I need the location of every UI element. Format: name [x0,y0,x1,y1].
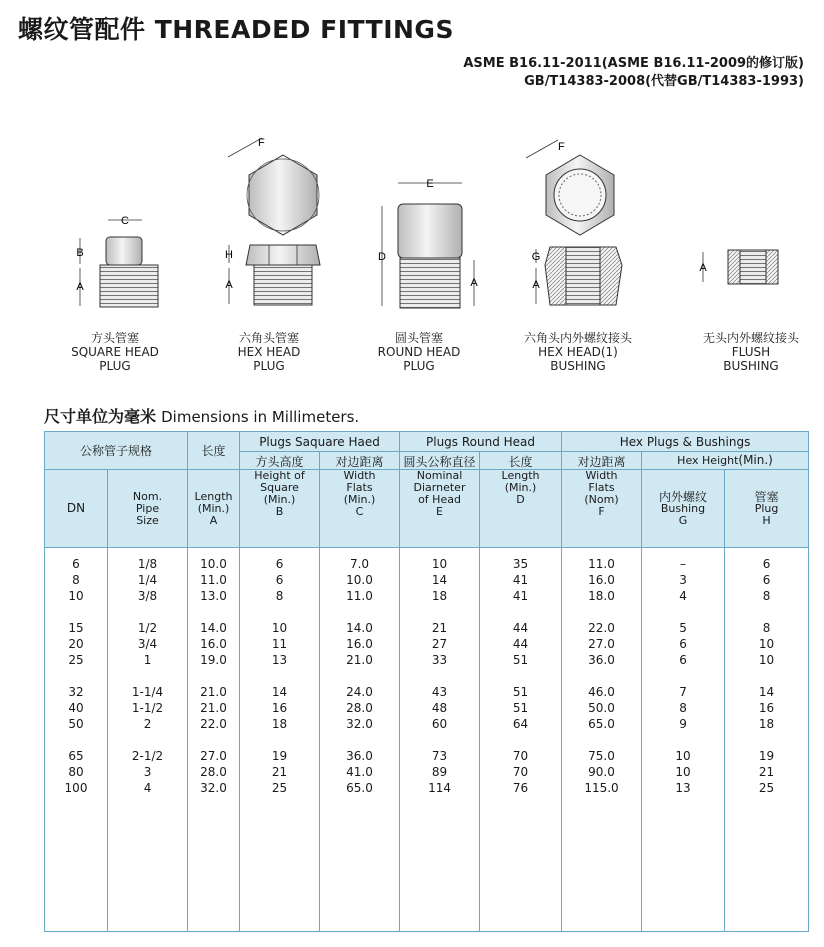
cell-nps: 1/4 [137,573,158,587]
cell-g: 3 [679,573,687,587]
cell-d: 51 [512,685,529,699]
cell-a: 14.0 [200,621,227,635]
cell-a: 16.0 [200,637,227,651]
header-rd-dia-zh: 圆头公称直径 [400,452,480,470]
hex-head-bushing-drawing [526,140,622,305]
cell-nps: 1/2 [137,621,158,635]
cell-f: 11.0 [588,557,615,571]
cell-g: 6 [679,637,687,651]
caption-round-head-plug: 圆头管塞 ROUND HEAD PLUG [377,331,461,373]
header-rd-len-en: Length (Min.) D [480,470,562,548]
cell-f: 18.0 [588,589,615,603]
cell-f: 115.0 [584,781,619,795]
cell-dn: 50 [68,717,84,731]
col-nps [108,548,188,932]
header-length-en: Length (Min.) A [188,470,240,548]
col-width-c [320,548,400,932]
cell-f: 27.0 [588,637,615,651]
cell-e: 33 [431,653,448,667]
cell-h: 21 [758,765,775,779]
header-hex-bushing: 内外螺纹 Bushing G [642,470,725,548]
cell-c: 36.0 [346,749,373,763]
cell-e: 48 [431,701,448,715]
header-hex-plug: 管塞 Plug H [725,470,809,548]
cell-g: 10 [675,749,691,763]
cell-c: 65.0 [346,781,373,795]
cell-a: 21.0 [200,685,227,699]
cell-g: 4 [679,589,687,603]
cell-f: 36.0 [588,653,615,667]
header-hex-flats-zh: 对边距离 [562,452,642,470]
cell-h: 18 [758,717,775,731]
section-title: 尺寸单位为毫米 Dimensions in Millimeters. [44,407,360,426]
cell-c: 28.0 [346,701,373,715]
cell-c: 11.0 [346,589,373,603]
cell-c: 16.0 [346,637,373,651]
dim-d-label: D [378,251,386,263]
cell-dn: 65 [68,749,84,763]
cell-f: 16.0 [588,573,615,587]
cell-nps: 1-1/2 [131,701,164,715]
header-hex-flats-en: Width Flats (Nom) F [562,470,642,548]
cell-e: 18 [431,589,448,603]
caption-flush-bushing: 无头内外螺纹接头 FLUSH BUSHING [702,331,799,373]
flush-bushing-drawing [699,250,778,284]
header-rd-len-zh: 长度 [480,452,562,470]
header-nps: Nom. Pipe Size [108,470,188,548]
header-rd-dia-en: Nominal Diarneter of Head E [400,470,480,548]
cell-nps: 1-1/4 [131,685,164,699]
cell-g: 7 [679,685,687,699]
standard-line-1: ASME B16.11-2011(ASME B16.11-2009的修订版) [463,56,804,71]
cell-nps: 3/4 [137,637,158,651]
header-sq-height-zh: 方头高度 [240,452,320,470]
cell-h: 6 [762,557,771,571]
cell-dn: 40 [68,701,84,715]
cell-dn: 6 [72,557,80,571]
cell-g: 9 [679,717,687,731]
dim-a5-label: A [699,262,707,274]
cell-b: 16 [271,701,288,715]
cell-d: 76 [512,781,529,795]
cell-h: 8 [762,621,771,635]
col-bushing-g [642,548,725,932]
col-dn [45,548,108,932]
header-nominal: 公称管子规格 [45,432,188,470]
dimensions-table [44,431,809,932]
cell-e: 60 [431,717,448,731]
dim-a3-label: A [470,277,478,289]
cell-dn: 32 [68,685,84,699]
cell-c: 10.0 [346,573,373,587]
cell-h: 6 [762,573,771,587]
dim-f2-label: F [558,141,565,153]
cell-d: 41 [512,589,529,603]
cell-e: 10 [431,557,448,571]
cell-nps: 2-1/2 [131,749,164,763]
cell-e: 73 [431,749,448,763]
cell-a: 27.0 [200,749,227,763]
cell-e: 43 [431,685,448,699]
dim-h-label: H [225,249,233,261]
cell-h: 16 [758,701,775,715]
cell-b: 19 [271,749,288,763]
cell-e: 114 [428,781,451,795]
cell-e: 89 [431,765,448,779]
cell-f: 90.0 [588,765,615,779]
cell-a: 21.0 [200,701,227,715]
cell-b: 14 [271,685,288,699]
cell-dn: 80 [68,765,84,779]
cell-c: 24.0 [346,685,373,699]
cell-a: 28.0 [200,765,227,779]
header-round-group: Plugs Round Head [400,432,562,452]
col-length-a [188,548,240,932]
header-sq-height-en: Height of Square (Min.) B [240,470,320,548]
col-length-d [480,548,562,932]
cell-nps: 2 [143,717,152,731]
dim-a2-label: A [225,279,233,291]
cell-b: 25 [271,781,288,795]
cell-g: 6 [679,653,687,667]
cell-a: 22.0 [200,717,227,731]
cell-c: 7.0 [349,557,370,571]
cell-h: 19 [758,749,775,763]
cell-b: 8 [275,589,284,603]
col-height-b [240,548,320,932]
cell-h: 8 [762,589,771,603]
cell-dn: 8 [72,573,80,587]
cell-d: 64 [512,717,529,731]
cell-h: 10 [758,637,775,651]
cell-h: 14 [758,685,775,699]
col-diameter-e [400,548,480,932]
caption-square-head-plug: 方头管塞 SQUARE HEAD PLUG [71,331,159,373]
caption-hex-head-bushing: 六角头内外螺纹接头 HEX HEAD(1) BUSHING [523,331,632,373]
dim-a4-label: A [532,279,540,291]
cell-dn: 100 [64,781,88,795]
cell-g: 8 [679,701,687,715]
square-head-plug-drawing [76,215,158,307]
cell-h: 25 [758,781,775,795]
hex-head-plug-drawing [225,137,320,305]
header-dn: DN [45,470,108,548]
cell-a: 10.0 [200,557,227,571]
header-sq-width-zh: 对边距离 [320,452,400,470]
header-sq-width-en: Width Flats (Min.) C [320,470,400,548]
cell-dn: 20 [68,637,84,651]
standard-line-2: GB/T14383-2008(代替GB/T14383-1993) [524,74,804,89]
cell-d: 44 [512,621,529,635]
cell-c: 32.0 [346,717,373,731]
round-head-plug-drawing [378,178,478,308]
cell-b: 6 [275,557,284,571]
col-flats-f [562,548,642,932]
cell-b: 6 [275,573,284,587]
header-hex-height: Hex Height(Min.) [642,452,809,470]
cell-f: 46.0 [588,685,615,699]
cell-e: 21 [431,621,448,635]
header-length-zh: 长度 [188,432,240,470]
cell-c: 21.0 [346,653,373,667]
cell-a: 13.0 [200,589,227,603]
cell-d: 35 [512,557,529,571]
cell-a: 32.0 [200,781,227,795]
page-title: 螺纹管配件 THREADED FITTINGS [18,15,454,44]
cell-c: 14.0 [346,621,373,635]
cell-d: 51 [512,653,529,667]
cell-e: 14 [431,573,448,587]
cell-dn: 25 [68,653,84,667]
cell-g: 10 [675,765,691,779]
dim-e-label: E [426,178,434,190]
cell-g: 13 [675,781,691,795]
cell-a: 11.0 [200,573,227,587]
cell-h: 10 [758,653,775,667]
cell-dn: 10 [68,589,84,603]
caption-hex-head-plug: 六角头管塞 HEX HEAD PLUG [237,331,301,373]
cell-d: 44 [512,637,529,651]
cell-dn: 15 [68,621,84,635]
fittings-drawings [0,120,824,330]
cell-nps: 3/8 [137,589,158,603]
cell-b: 13 [271,653,288,667]
cell-c: 41.0 [346,765,373,779]
cell-g: 5 [679,621,687,635]
dim-c-label: C [121,215,129,227]
dim-f-label: F [258,137,265,149]
cell-b: 11 [271,637,288,651]
cell-d: 51 [512,701,529,715]
cell-a: 19.0 [200,653,227,667]
dim-b-label: B [76,247,84,259]
dim-a-label: A [76,281,84,293]
cell-nps: 1 [143,653,152,667]
header-square-group: Plugs Saquare Haed [240,432,400,452]
cell-e: 27 [431,637,448,651]
table-body [45,548,809,932]
cell-nps: 4 [143,781,152,795]
cell-f: 50.0 [588,701,615,715]
cell-nps: 1/8 [137,557,158,571]
cell-g: – [680,557,687,571]
cell-b: 18 [271,717,288,731]
dim-g-label: G [531,251,541,263]
cell-d: 70 [512,765,529,779]
cell-f: 65.0 [588,717,615,731]
header-hex-group: Hex Plugs & Bushings [562,432,809,452]
cell-d: 41 [512,573,529,587]
cell-b: 10 [271,621,288,635]
cell-nps: 3 [143,765,152,779]
col-plug-h [725,548,809,932]
cell-f: 75.0 [588,749,615,763]
cell-f: 22.0 [588,621,615,635]
cell-b: 21 [271,765,288,779]
cell-d: 70 [512,749,529,763]
